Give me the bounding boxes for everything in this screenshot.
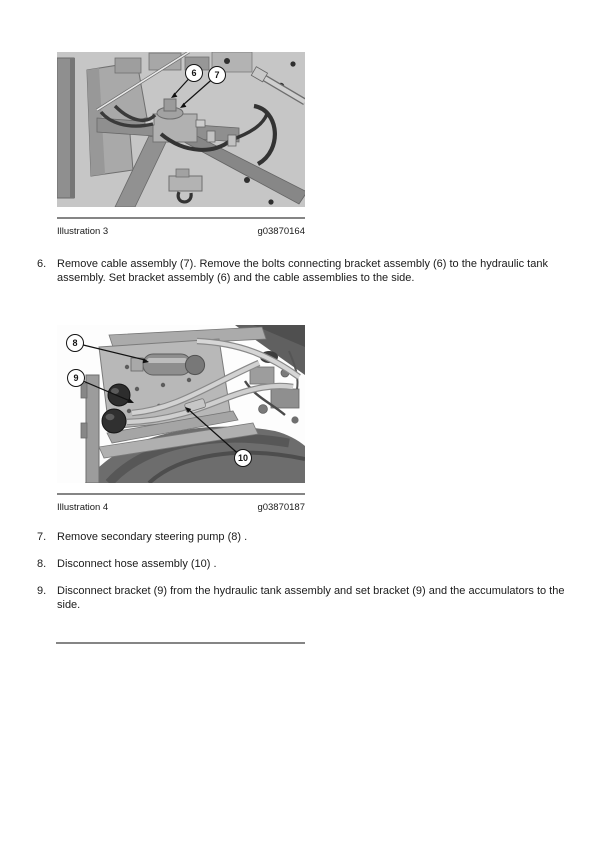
- step-text: Disconnect hose assembly (10) .: [57, 557, 217, 570]
- section-end-rule: [56, 642, 305, 644]
- figure-caption-label: Illustration 3: [57, 226, 109, 237]
- illustration-4-drawing: [57, 325, 305, 483]
- procedure-step: [37, 258, 570, 285]
- figure-caption: [57, 502, 305, 514]
- callout-10: 10: [234, 449, 252, 467]
- procedure-step: [37, 585, 570, 612]
- illustration-3-drawing: [57, 52, 305, 207]
- figure-caption-code: g03870164: [257, 226, 305, 237]
- callout-6: 6: [185, 64, 203, 82]
- step-text: Remove secondary steering pump (8) .: [57, 531, 248, 543]
- step-number: 8.: [37, 557, 47, 570]
- figure-caption-rule: [57, 217, 305, 219]
- figure-caption-label: Illustration 4: [57, 502, 109, 513]
- figure-illustration-3: [57, 52, 305, 238]
- step-number: 7.: [37, 531, 47, 543]
- callout-9: 9: [67, 369, 85, 387]
- figure-caption-code: g03870187: [257, 502, 305, 513]
- procedure-step: [37, 558, 570, 572]
- step-text: Remove cable assembly (7). Remove the bolts connecting bracket assembly (6) to the hydraulic tank assembly. Set bracket assembly (6) and the cable assemblies to the side.: [57, 258, 548, 284]
- callout-8: 8: [66, 334, 84, 352]
- figure-caption-rule: [57, 493, 305, 495]
- procedure-step: [37, 531, 570, 545]
- step-number: 6.: [37, 258, 47, 270]
- step-text: Disconnect bracket (9) from the hydraulic tank assembly and set bracket (9) and the accumulators to the side.: [57, 585, 565, 611]
- figure-illustration-4: [57, 325, 305, 514]
- callout-7: 7: [208, 66, 226, 84]
- illustration-3-image: [57, 52, 305, 207]
- step-number: 9.: [37, 585, 47, 597]
- illustration-4-image: [57, 325, 305, 483]
- figure-caption: [57, 226, 305, 238]
